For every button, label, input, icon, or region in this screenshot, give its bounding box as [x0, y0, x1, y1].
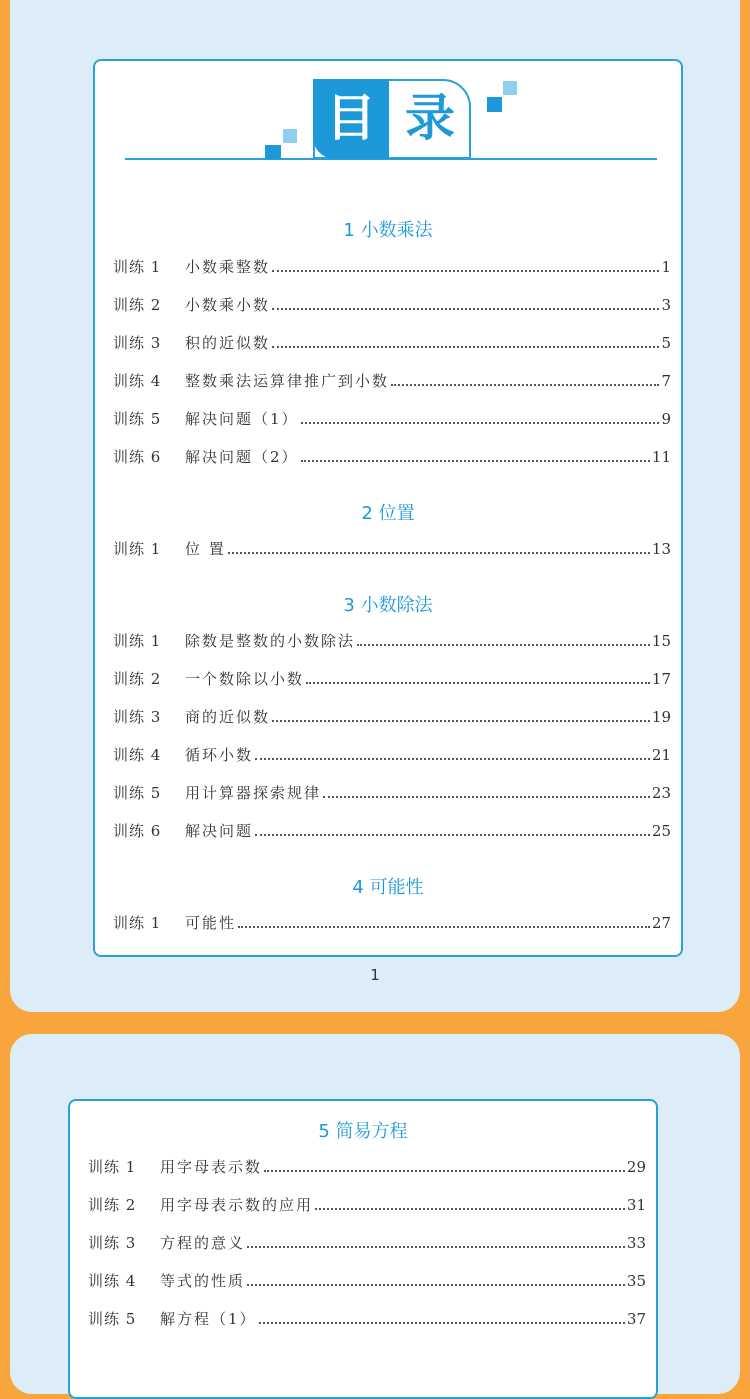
dot-leader: [301, 460, 650, 462]
toc-entry[interactable]: [88, 1305, 646, 1329]
toc-entry[interactable]: [113, 741, 671, 765]
toc-entry[interactable]: [113, 329, 671, 353]
toc-entry[interactable]: [88, 1267, 646, 1291]
toc-entry[interactable]: [88, 1153, 646, 1177]
dot-leader: [255, 834, 650, 836]
toc-entry[interactable]: [88, 1191, 646, 1215]
entry-page: 25: [651, 822, 671, 840]
entry-label: 训练 2: [113, 296, 162, 314]
decor-square: [283, 129, 297, 143]
toc-frame-2: [68, 1099, 658, 1399]
toc-frame-1: [93, 59, 683, 957]
dot-leader: [357, 644, 650, 646]
page-number: 1: [370, 966, 380, 984]
entry-page: 11: [651, 448, 671, 466]
entry-page: 33: [626, 1234, 646, 1252]
entry-title: 用字母表示数: [160, 1158, 263, 1176]
entry-page: 7: [661, 372, 671, 390]
entry-title: 用计算器探索规律: [185, 784, 322, 802]
toc-entry[interactable]: [88, 1229, 646, 1253]
entry-title: 解方程（1）: [160, 1310, 257, 1328]
entry-label: 训练 1: [113, 632, 162, 650]
entry-page: 27: [651, 914, 671, 932]
toc-entry[interactable]: [113, 405, 671, 429]
entry-page: 9: [661, 410, 671, 428]
entry-title: 商的近似数: [185, 708, 271, 726]
entry-title: 可能性: [185, 914, 237, 932]
entry-title: 解决问题: [185, 822, 254, 840]
entry-page: 13: [651, 540, 671, 558]
dot-leader: [301, 422, 660, 424]
entry-label: 训练 3: [113, 334, 162, 352]
toc-entry[interactable]: [113, 367, 671, 391]
entry-title: 积的近似数: [185, 334, 271, 352]
entry-label: 训练 1: [113, 258, 162, 276]
entry-page: 21: [651, 746, 671, 764]
entry-title: 方程的意义: [160, 1234, 246, 1252]
dot-leader: [306, 682, 650, 684]
entry-label: 训练 5: [113, 410, 162, 428]
entry-page: 23: [651, 784, 671, 802]
entry-page: 5: [661, 334, 671, 352]
dot-leader: [228, 552, 650, 554]
entry-title: 等式的性质: [160, 1272, 246, 1290]
entry-label: 训练 5: [88, 1310, 137, 1328]
entry-title: 小数乘小数: [185, 296, 271, 314]
page-title-char-1: 目: [326, 89, 376, 147]
entry-page: 35: [626, 1272, 646, 1290]
toc-entry[interactable]: [113, 443, 671, 467]
dot-leader: [247, 1246, 625, 1248]
dot-leader: [315, 1208, 625, 1210]
entry-label: 训练 4: [113, 372, 162, 390]
decor-square: [265, 145, 281, 159]
toc-entry[interactable]: [113, 665, 671, 689]
entry-label: 训练 6: [113, 448, 162, 466]
entry-page: 37: [626, 1310, 646, 1328]
dot-leader: [272, 346, 659, 348]
toc-entry[interactable]: [113, 909, 671, 933]
entry-label: 训练 2: [88, 1196, 137, 1214]
dot-leader: [259, 1322, 625, 1324]
dot-leader: [391, 384, 659, 386]
toc-entry[interactable]: [113, 779, 671, 803]
entry-label: 训练 3: [113, 708, 162, 726]
entry-title: 整数乘法运算律推广到小数: [185, 372, 390, 390]
entry-page: 3: [661, 296, 671, 314]
toc-entry[interactable]: [113, 253, 671, 277]
toc-entry[interactable]: [113, 703, 671, 727]
entry-page: 15: [651, 632, 671, 650]
dot-leader: [264, 1170, 625, 1172]
section-heading: 5 简易方程: [318, 1121, 408, 1142]
entry-label: 训练 1: [88, 1158, 137, 1176]
entry-label: 训练 4: [113, 746, 162, 764]
section-heading: 1 小数乘法: [343, 220, 433, 241]
entry-page: 31: [626, 1196, 646, 1214]
section-heading: 3 小数除法: [343, 595, 433, 616]
dot-leader: [323, 796, 650, 798]
section-heading: 4 可能性: [352, 877, 424, 898]
entry-title: 解决问题（2）: [185, 448, 299, 466]
entry-label: 训练 3: [88, 1234, 137, 1252]
dot-leader: [238, 926, 650, 928]
entry-label: 训练 6: [113, 822, 162, 840]
dot-leader: [272, 308, 659, 310]
entry-label: 训练 4: [88, 1272, 137, 1290]
entry-page: 1: [661, 258, 671, 276]
decor-square: [503, 81, 517, 95]
entry-page: 17: [651, 670, 671, 688]
toc-entry[interactable]: [113, 817, 671, 841]
entry-title: 一个数除以小数: [185, 670, 305, 688]
section-heading: 2 位置: [361, 503, 415, 524]
entry-title: 小数乘整数: [185, 258, 271, 276]
toc-entry[interactable]: [113, 291, 671, 315]
entry-label: 训练 2: [113, 670, 162, 688]
toc-entry[interactable]: [113, 627, 671, 651]
entry-page: 29: [626, 1158, 646, 1176]
entry-label: 训练 1: [113, 540, 162, 558]
entry-label: 训练 5: [113, 784, 162, 802]
toc-entry[interactable]: [113, 535, 671, 559]
dot-leader: [255, 758, 650, 760]
dot-leader: [247, 1284, 625, 1286]
page-title-char-2: 录: [405, 89, 455, 147]
entry-title: 循环小数: [185, 746, 254, 764]
entry-label: 训练 1: [113, 914, 162, 932]
entry-title: 用字母表示数的应用: [160, 1196, 314, 1214]
dot-leader: [272, 720, 650, 722]
decor-square: [487, 97, 502, 112]
entry-title: 位 置: [185, 540, 226, 558]
entry-title: 除数是整数的小数除法: [185, 632, 356, 650]
entry-page: 19: [651, 708, 671, 726]
entry-title: 解决问题（1）: [185, 410, 299, 428]
dot-leader: [272, 270, 659, 272]
